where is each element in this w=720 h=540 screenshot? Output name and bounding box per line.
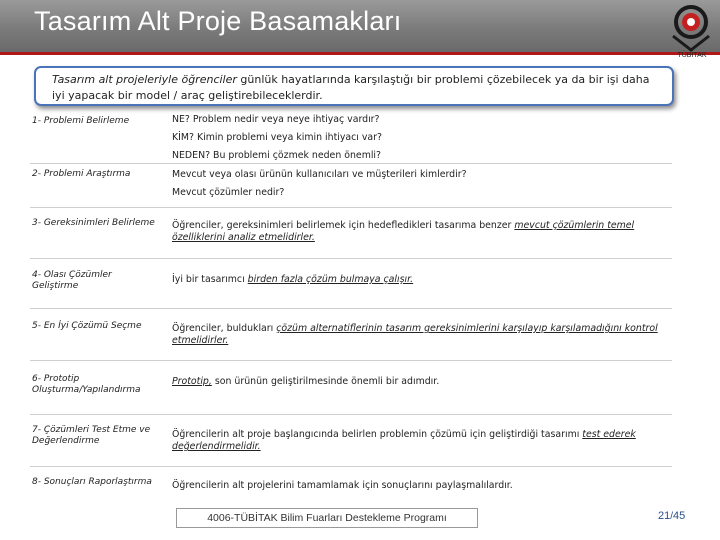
row-divider	[30, 258, 672, 259]
step-label: 8- Sonuçları Raporlaştırma	[32, 477, 152, 487]
step-description	[172, 429, 672, 453]
step-label: 1- Problemi Belirleme	[32, 116, 130, 126]
row-divider	[30, 163, 672, 164]
step-emphasis: çözüm alternatiflerinin tasarım gereksinimlerini karşılayıp karşılamadığını kontrol etmelidirler.	[172, 323, 658, 346]
step-question: NE? Problem nedir veya neye ihtiyaç vardır?	[172, 114, 380, 125]
footer-program: 4006-TÜBİTAK Bilim Fuarları Destekleme Programı	[176, 508, 478, 528]
step-question: Mevcut veya olası ürünün kullanıcıları ve müşterileri kimlerdir?	[172, 169, 467, 180]
step-text: Öğrencilerin alt projelerini tamamlamak için sonuçlarını paylaşmalılardır.	[172, 480, 513, 491]
page-number: 21/45	[658, 510, 686, 522]
step-label: 6- Prototip Oluşturma/Yapılandırma	[32, 374, 141, 395]
logo-text: TÜBİTAK	[677, 52, 707, 59]
step-emphasis: test ederek değerlendirmelidir.	[172, 429, 636, 452]
step-emphasis: mevcut çözümlerin temel özelliklerini analiz etmelidirler.	[172, 220, 635, 243]
step-label: 5- En İyi Çözümü Seçme	[32, 321, 142, 331]
step-question: NEDEN? Bu problemi çözmek neden önemli?	[172, 150, 382, 161]
step-label: 2- Problemi Araştırma	[32, 169, 131, 179]
row-divider	[30, 360, 672, 361]
row-divider	[30, 207, 672, 208]
current-page: 21	[658, 510, 671, 522]
step-text: Öğrenciler, buldukları	[172, 323, 277, 334]
row-divider	[30, 414, 672, 415]
step-question: Mevcut çözümler nedir?	[172, 187, 285, 198]
step-label: 3- Gereksinimleri Belirleme	[32, 218, 155, 228]
step-text: İyi bir tasarımcı	[172, 274, 248, 285]
row-divider	[30, 466, 672, 467]
row-divider	[30, 308, 672, 309]
step-text: Öğrenciler, gereksinimleri belirlemek için hedefledikleri tasarıma benzer	[172, 220, 515, 231]
page-title: Tasarım Alt Proje Basamakları	[34, 6, 402, 36]
step-emphasis: birden fazla çözüm bulmaya çalışır.	[247, 274, 414, 285]
total-pages: 45	[673, 510, 686, 522]
step-description	[172, 480, 672, 492]
intro-text: günlük hayatlarında karşılaştığı bir problemi çözebilecek ya da bir işi daha iyi yapacak bir model / araç geliştirebileceklerdir.	[52, 73, 650, 102]
step-description	[172, 323, 672, 347]
step-label: 4- Olası Çözümler Geliştirme	[32, 270, 112, 291]
step-description	[172, 274, 672, 286]
step-description	[172, 111, 672, 165]
intro-italic: Tasarım alt projeleriyle öğrenciler	[52, 73, 237, 86]
step-description	[172, 376, 672, 388]
step-question: KİM? Kimin problemi veya kimin ihtiyacı var?	[172, 132, 383, 143]
step-label: 7- Çözümleri Test Etme ve Değerlendirme	[32, 425, 151, 446]
step-description	[172, 220, 672, 244]
step-text-after: son ürünün geliştirilmesinde önemli bir adımdır.	[211, 376, 440, 387]
step-emphasis: Prototip,	[172, 376, 212, 387]
step-description	[172, 166, 672, 202]
step-text: Öğrencilerin alt proje başlangıcında belirlen problemin çözümü için geliştirdiği tasarımı	[172, 429, 583, 440]
